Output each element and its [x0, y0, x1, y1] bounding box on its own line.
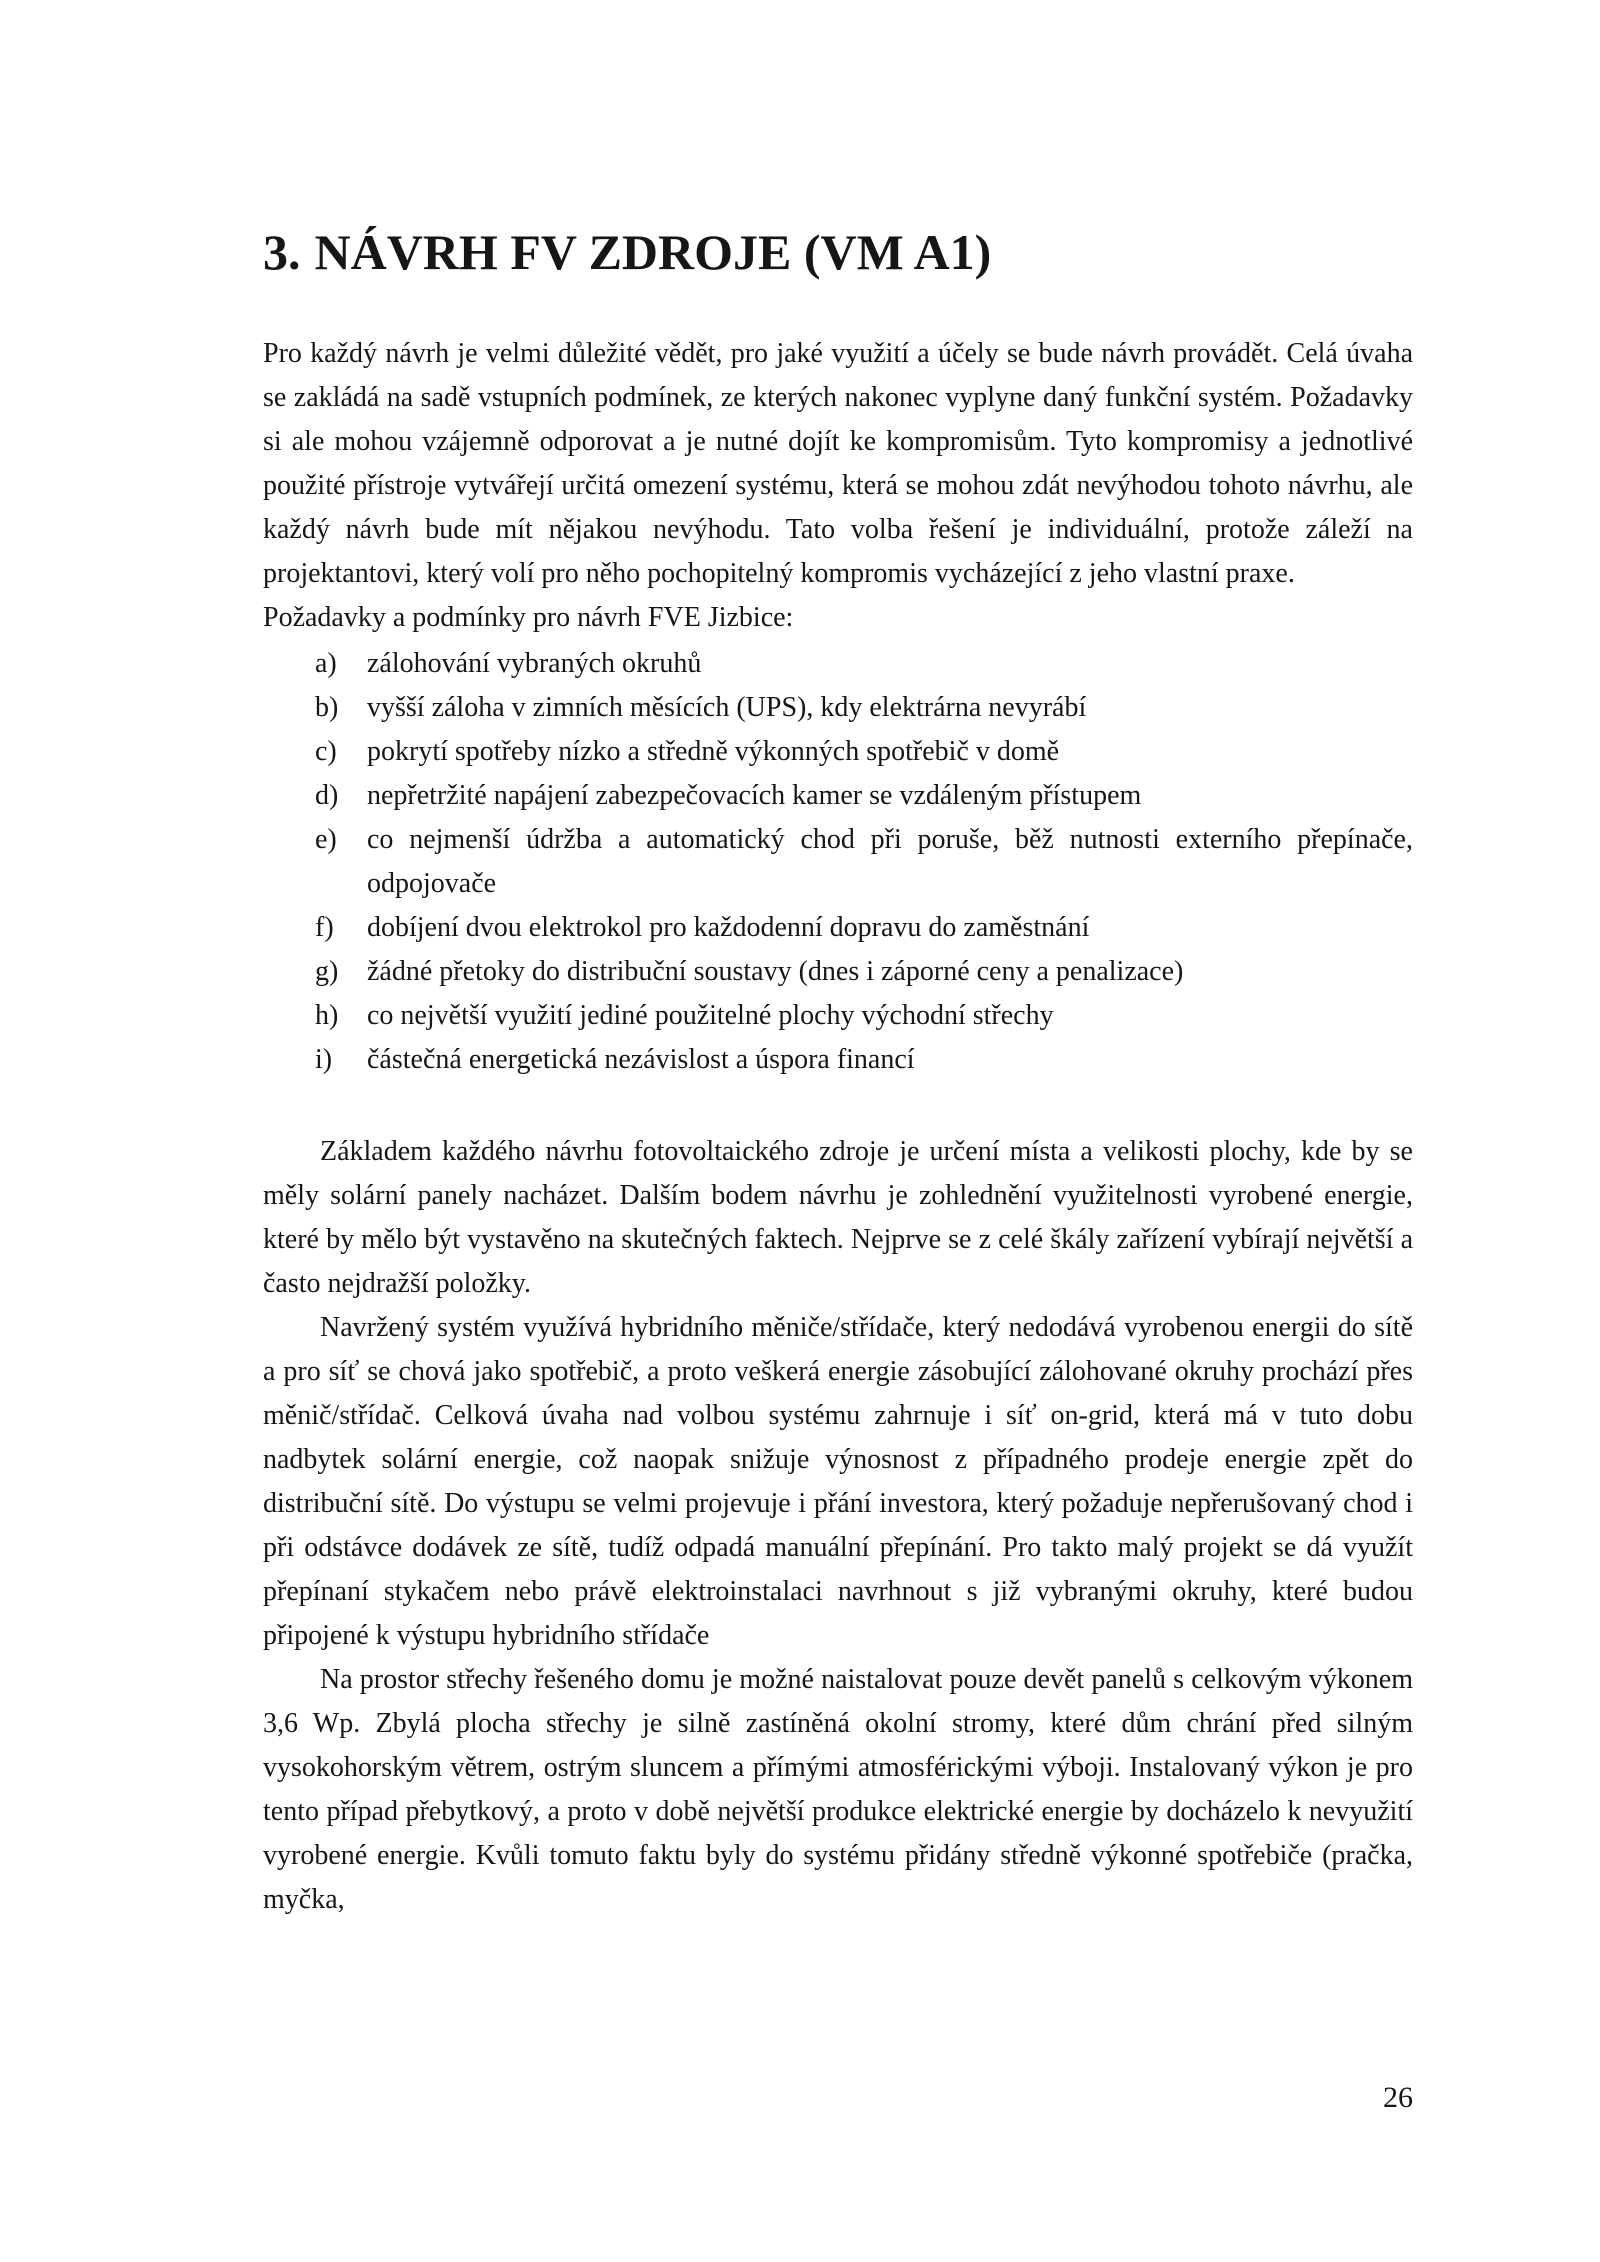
- list-item-text: dobíjení dvou elektrokol pro každodenní dopravu do zaměstnání: [367, 912, 1090, 943]
- requirements-list-item: [315, 1038, 1413, 1082]
- requirements-list-item: [315, 818, 1413, 906]
- list-item-marker: d): [315, 780, 339, 811]
- paragraph-hybrid-inverter: Navržený systém využívá hybridního měniče/střídače, který nedodává vyrobenou energii do sítě a pro síť se chová jako spotřebič, a proto veškerá energie zásobující zálohované okruhy prochází přes měnič/střídač. Celková úvaha nad volbou systému zahrnuje i síť on-grid, která má v tuto dobu nadbytek solární energie, což naopak snižuje výnosnost z případného prodeje energie zpět do distribuční sítě. Do výstupu se velmi projevuje i přání investora, který požaduje nepřerušovaný chod i při odstávce dodávek ze sítě, tudíž odpadá manuální přepínání. Pro takto malý projekt se dá využít přepínaní stykačem nebo právě elektroinstalaci navrhnout s již vybranými okruhy, které budou připojené k výstupu hybridního střídače: [263, 1312, 1413, 1651]
- list-item-marker: g): [315, 956, 339, 987]
- list-item-text: nepřetržité napájení zabezpečovacích kamer se vzdáleným přístupem: [367, 780, 1142, 811]
- paragraph-intro: Pro každý návrh je velmi důležité vědět, pro jaké využití a účely se bude návrh provádět. Celá úvaha se zakládá na sadě vstupních podmínek, ze kterých nakonec vyplyne daný funkční systém. Požadavky si ale mohou vzájemně odporovat a je nutné dojít ke kompromisům. Tyto kompromisy a jednotlivé použité přístroje vytvářejí určitá omezení systému, která se mohou zdát nevýhodou tohoto návrhu, ale každý návrh bude mít nějakou nevýhodu. Tato volba řešení je individuální, protože záleží na projektantovi, který volí pro něho pochopitelný kompromis vycházející z jeho vlastní praxe.: [263, 338, 1413, 589]
- list-item-text: pokrytí spotřeby nízko a středně výkonných spotřebič v domě: [367, 736, 1060, 767]
- chapter-title-text: NÁVRH FV ZDROJE (VM A1): [314, 224, 992, 280]
- list-item-marker: b): [315, 692, 339, 723]
- list-item-text: co nejmenší údržba a automatický chod při poruše, běž nutnosti externího přepínače, odpojovače: [367, 824, 1413, 899]
- list-item-marker: h): [315, 1000, 339, 1031]
- text-column: [263, 222, 1413, 1922]
- list-item-marker: e): [315, 824, 337, 855]
- list-item-text: žádné přetoky do distribuční soustavy (dnes i záporné ceny a penalizace): [367, 956, 1184, 987]
- list-item-marker: i): [315, 1044, 333, 1075]
- list-item-marker: a): [315, 648, 337, 679]
- list-item-text: částečná energetická nezávislost a úspora financí: [367, 1044, 915, 1075]
- requirements-list: [263, 642, 1413, 1082]
- list-item-text: vyšší záloha v zimních měsících (UPS), kdy elektrárna nevyrábí: [367, 692, 1087, 723]
- requirements-list-item: [315, 642, 1413, 686]
- list-item-text: co největší využití jediné použitelné plochy východní střechy: [367, 1000, 1054, 1031]
- requirements-list-item: [315, 906, 1413, 950]
- list-item-text: zálohování vybraných okruhů: [367, 648, 702, 679]
- list-item-marker: c): [315, 736, 337, 767]
- list-item-marker: f): [315, 912, 334, 943]
- page-number: 26: [1383, 2081, 1413, 2114]
- paragraph-roof-capacity: Na prostor střechy řešeného domu je možné naistalovat pouze devět panelů s celkovým výkonem 3,6 Wp. Zbylá plocha střechy je silně zastíněná okolní stromy, které dům chrání před silným vysokohorským větrem, ostrým sluncem a přímými atmosférickými výboji. Instalovaný výkon je pro tento případ přebytkový, a proto v době největší produkce elektrické energie by docházelo k nevyužití vyrobené energie. Kvůli tomuto faktu byly do systému přidány středně výkonné spotřebiče (pračka, myčka,: [263, 1664, 1413, 1915]
- chapter-heading: [263, 222, 1413, 282]
- list-intro-line: Požadavky a podmínky pro návrh FVE Jizbice:: [263, 602, 794, 633]
- chapter-number: 3.: [263, 224, 301, 280]
- paragraph-site-selection: Základem každého návrhu fotovoltaického zdroje je určení místa a velikosti plochy, kde by se měly solární panely nacházet. Dalším bodem návrhu je zohlednění využitelnosti vyrobené energie, které by mělo být vystavěno na skutečných faktech. Nejprve se z celé škály zařízení vybírají největší a často nejdražší položky.: [263, 1136, 1413, 1299]
- requirements-list-item: [315, 994, 1413, 1038]
- requirements-list-item: [315, 774, 1413, 818]
- requirements-list-item: [315, 686, 1413, 730]
- requirements-list-item: [315, 950, 1413, 994]
- requirements-list-item: [315, 730, 1413, 774]
